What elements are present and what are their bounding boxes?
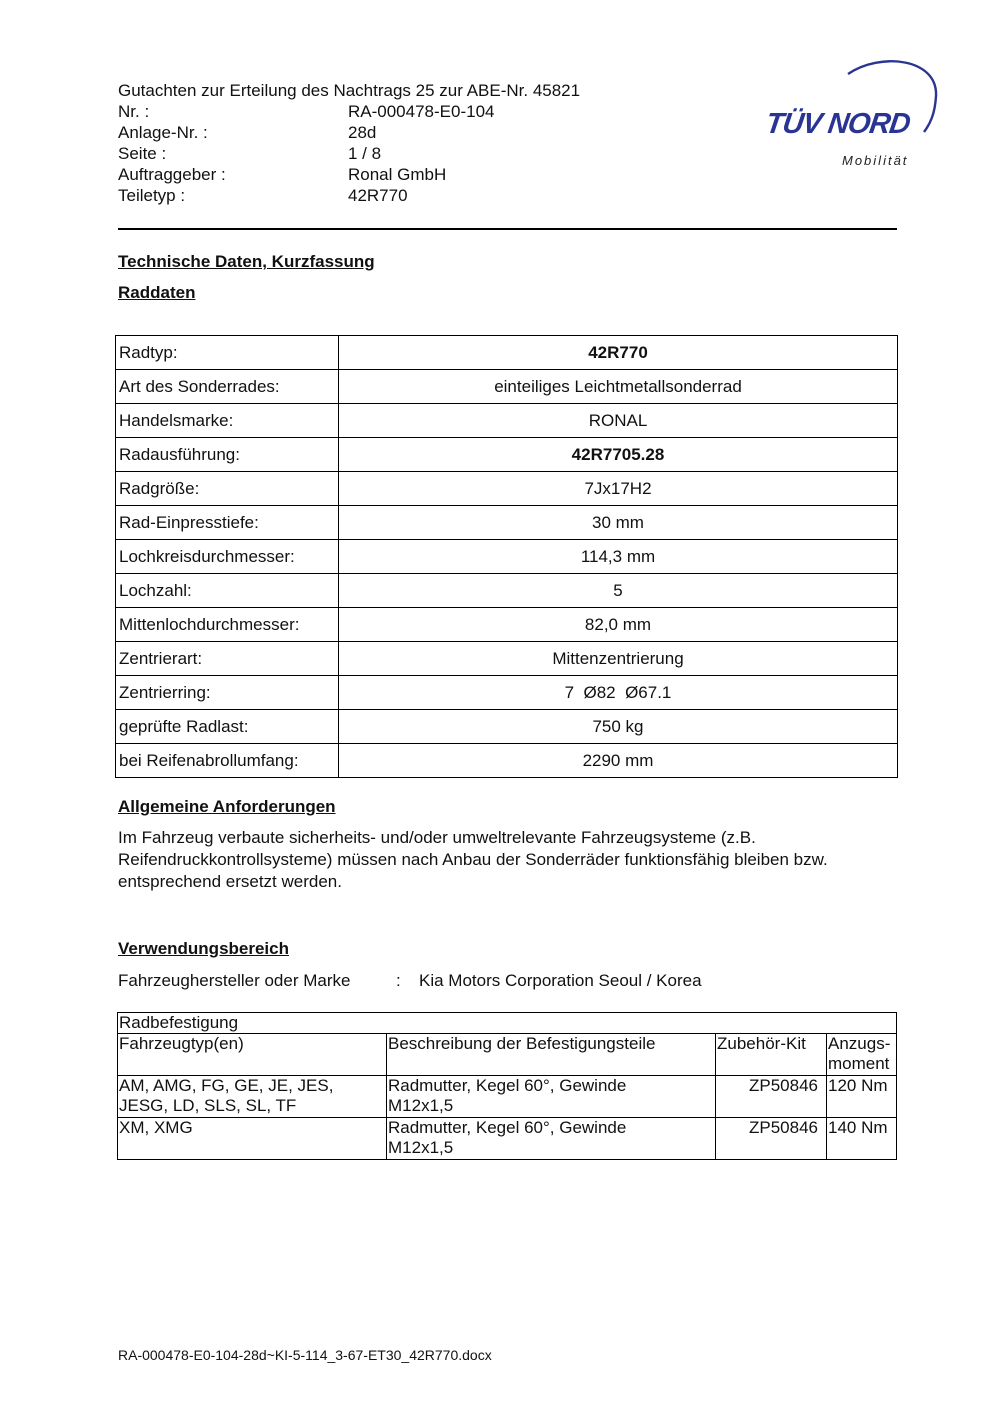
row-value: Mittenzentrierung (339, 642, 898, 676)
wheel-data-table (115, 335, 898, 778)
row-value: einteiliges Leichtmetallsonderrad (339, 370, 898, 404)
table-cell: 140 Nm (827, 1118, 897, 1160)
table-row (116, 404, 898, 438)
row-value: 750 kg (339, 710, 898, 744)
document-title: Gutachten zur Erteilung des Nachtrags 25 zur ABE-Nr. 45821 (118, 81, 581, 100)
document-filename-footer: RA-000478-E0-104-28d~KI-5-114_3-67-ET30_42R770.docx (118, 1347, 492, 1363)
row-label: Rad-Einpresstiefe: (116, 506, 339, 540)
table-row (116, 676, 898, 710)
row-label: Mittenlochdurchmesser: (116, 608, 339, 642)
general-requirements-heading: Allgemeine Anforderungen (118, 797, 336, 816)
row-value: 30 mm (339, 506, 898, 540)
table-row (116, 710, 898, 744)
table-row (116, 744, 898, 778)
row-label: Radausführung: (116, 438, 339, 472)
wheel-mounting-table (117, 1012, 897, 1160)
table-cell: ZP50846 (716, 1118, 827, 1160)
row-value: 42R7705.28 (339, 438, 898, 472)
table-row (116, 574, 898, 608)
usage-heading: Verwendungsbereich (118, 939, 289, 958)
table-row (116, 438, 898, 472)
row-value: 7 Ø82 Ø67.1 (339, 676, 898, 710)
header-value-teiletyp: 42R770 (348, 186, 408, 205)
table-row (116, 472, 898, 506)
row-label: Zentrierring: (116, 676, 339, 710)
row-value: 82,0 mm (339, 608, 898, 642)
table-cell: 120 Nm (827, 1076, 897, 1118)
table-cell: AM, AMG, FG, GE, JE, JES, JESG, LD, SLS, SL, TF (118, 1076, 387, 1118)
column-header: Zubehör-Kit (716, 1034, 827, 1076)
row-label: Lochzahl: (116, 574, 339, 608)
row-value: 114,3 mm (339, 540, 898, 574)
header-value-auftraggeber: Ronal GmbH (348, 165, 447, 184)
row-label: Handelsmarke: (116, 404, 339, 438)
table-row (116, 608, 898, 642)
header-value-nr: RA-000478-E0-104 (348, 102, 495, 121)
table-cell: Radmutter, Kegel 60°, Gewinde M12x1,5 (387, 1076, 716, 1118)
tech-data-heading: Technische Daten, Kurzfassung (118, 252, 375, 271)
logo-wordmark: TÜV NORD (763, 108, 912, 140)
row-value: 7Jx17H2 (339, 472, 898, 506)
header-label-auftraggeber: Auftraggeber : (118, 165, 226, 184)
table-row (116, 336, 898, 370)
row-value: 5 (339, 574, 898, 608)
header-divider (118, 228, 897, 230)
table-caption: Radbefestigung (118, 1013, 897, 1034)
manufacturer-separator: : (396, 971, 401, 990)
header-value-seite: 1 / 8 (348, 144, 382, 163)
logo-subtitle: Mobilität (842, 153, 909, 168)
table-row (116, 540, 898, 574)
table-cell: Radmutter, Kegel 60°, Gewinde M12x1,5 (387, 1118, 716, 1160)
general-requirements-text: Im Fahrzeug verbaute sicherheits- und/oder umweltrelevante Fahrzeugsysteme (z.B. Reifendruckkontrollsysteme) müssen nach Anbau der Sonderräder funktionsfähig bleiben bzw. entsprechend ersetzt werden. (118, 828, 828, 891)
row-label: Lochkreisdurchmesser: (116, 540, 339, 574)
row-value: 2290 mm (339, 744, 898, 778)
column-header: Fahrzeugtyp(en) (118, 1034, 387, 1076)
row-label: bei Reifenabrollumfang: (116, 744, 339, 778)
table-row (118, 1118, 897, 1160)
header-label-seite: Seite : (118, 144, 167, 163)
table-header-row (118, 1034, 897, 1076)
manufacturer-value: Kia Motors Corporation Seoul / Korea (419, 971, 702, 990)
row-value: RONAL (339, 404, 898, 438)
header-label-anlage: Anlage-Nr. : (118, 123, 208, 142)
table-caption-row (118, 1013, 897, 1034)
table-row (116, 642, 898, 676)
header-label-nr: Nr. : (118, 102, 150, 121)
row-label: geprüfte Radlast: (116, 710, 339, 744)
row-label: Radgröße: (116, 472, 339, 506)
table-row (116, 506, 898, 540)
row-label: Art des Sonderrades: (116, 370, 339, 404)
table-cell: ZP50846 (716, 1076, 827, 1118)
manufacturer-label: Fahrzeughersteller oder Marke (118, 971, 351, 990)
raddaten-heading: Raddaten (118, 283, 196, 302)
column-header: Anzugs- moment (827, 1034, 897, 1076)
column-header: Beschreibung der Befestigungsteile (387, 1034, 716, 1076)
header-value-anlage: 28d (348, 123, 377, 142)
row-label: Zentrierart: (116, 642, 339, 676)
header-label-teiletyp: Teiletyp : (118, 186, 186, 205)
row-label: Radtyp: (116, 336, 339, 370)
table-row (118, 1076, 897, 1118)
table-row (116, 370, 898, 404)
row-value: 42R770 (339, 336, 898, 370)
table-cell: XM, XMG (118, 1118, 387, 1160)
